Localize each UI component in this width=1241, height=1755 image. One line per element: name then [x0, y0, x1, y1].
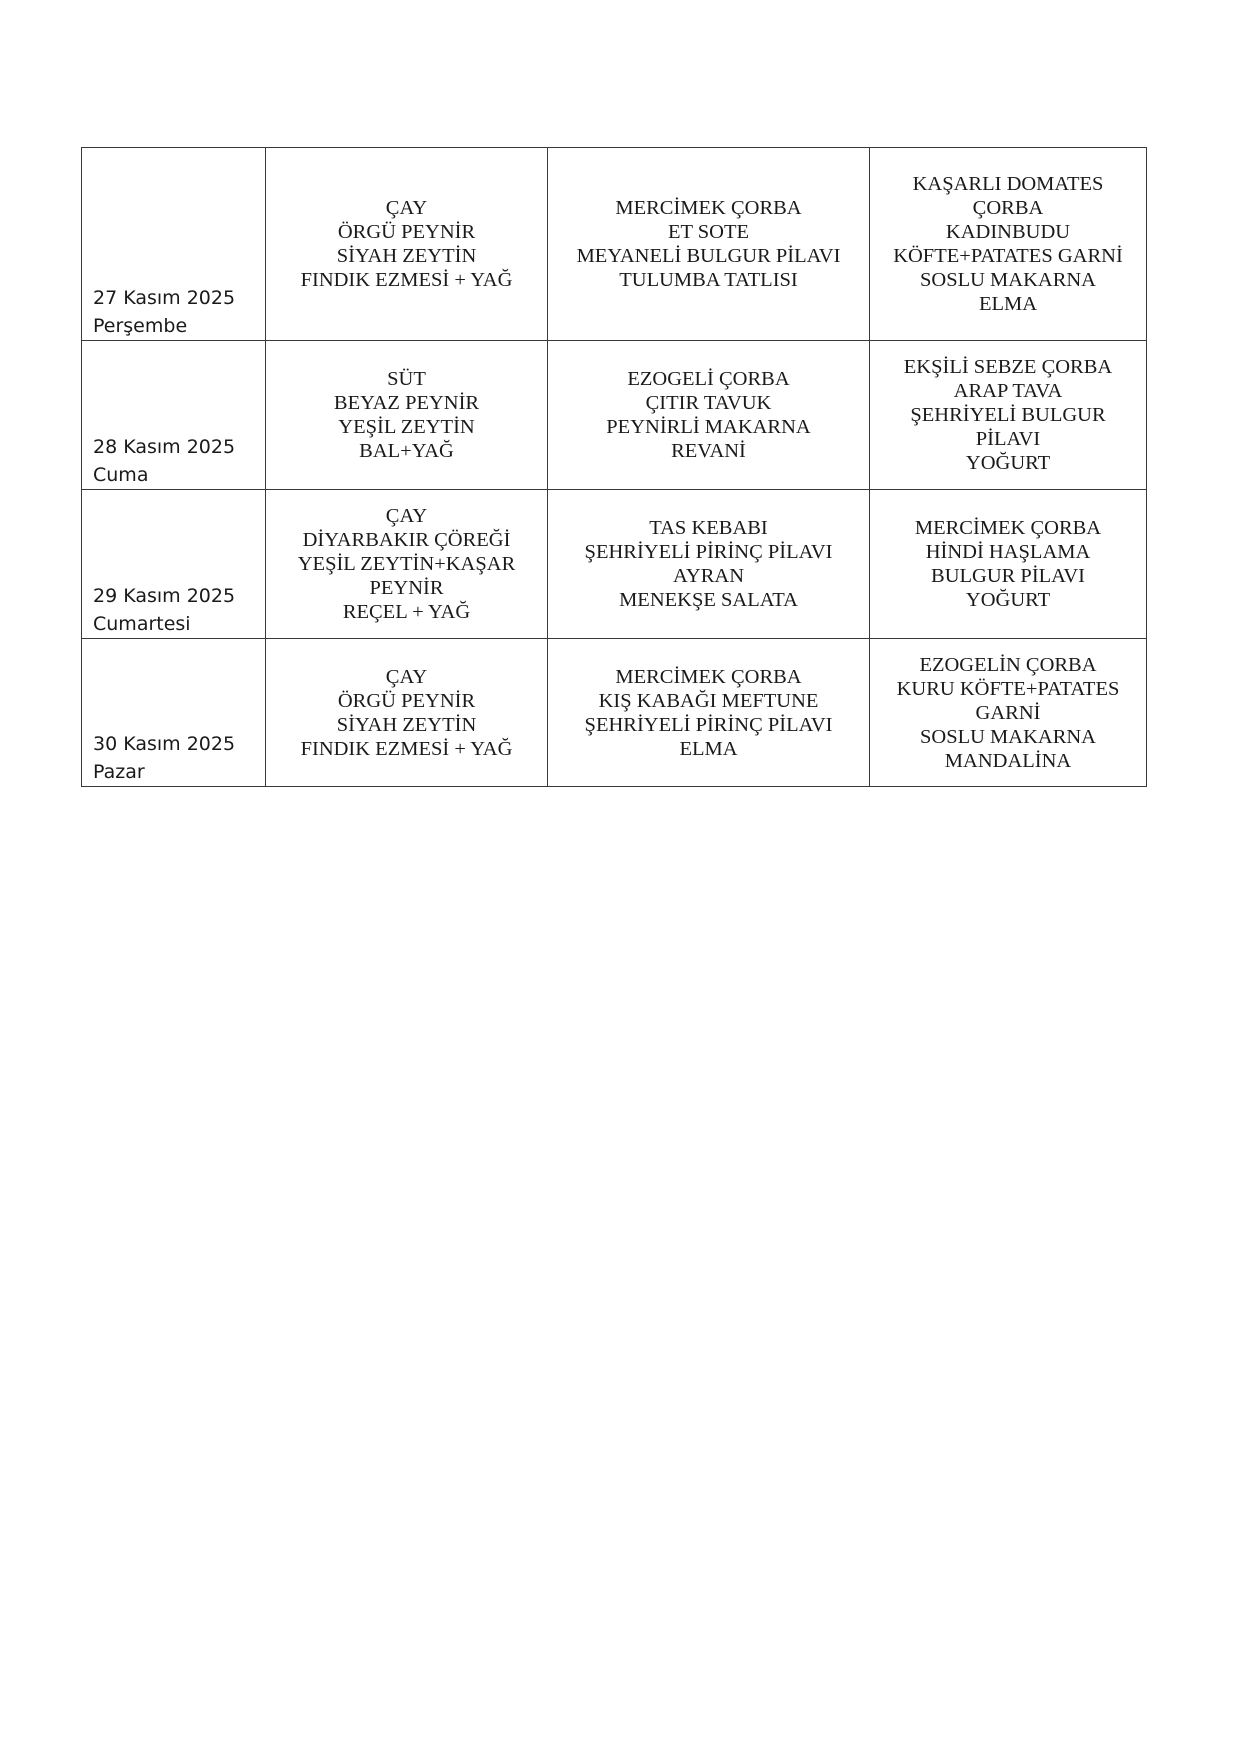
breakfast-item: SİYAH ZEYTİN: [336, 245, 477, 267]
lunch-item: ET SOTE: [667, 221, 750, 243]
menu-row: [82, 341, 1147, 490]
dinner-item: ŞEHRİYELİ BULGUR: [910, 404, 1106, 426]
breakfast-item: ÖRGÜ PEYNİR: [337, 689, 476, 712]
dinner-cell: [870, 490, 1147, 639]
date-cell: [82, 148, 266, 341]
breakfast-item: PEYNİR: [369, 577, 444, 599]
menu-day: Pazar: [93, 761, 145, 783]
lunch-item: MEYANELİ BULGUR PİLAVI: [576, 245, 841, 267]
date-cell: [82, 639, 266, 787]
breakfast-cell: [266, 341, 548, 490]
date-cell: [82, 341, 266, 490]
dinner-item: SOSLU MAKARNA: [920, 725, 1096, 748]
lunch-item: REVANİ: [671, 440, 746, 462]
breakfast-item: ÇAY: [385, 505, 428, 527]
breakfast-item: ÇAY: [385, 197, 428, 219]
breakfast-item: FINDIK EZMESİ + YAĞ: [300, 737, 513, 760]
dinner-item: HİNDİ HAŞLAMA: [925, 541, 1091, 563]
lunch-cell: [548, 341, 870, 490]
lunch-cell: [548, 148, 870, 341]
dinner-item: ELMA: [978, 293, 1038, 315]
dinner-item: EZOGELİN ÇORBA: [919, 653, 1097, 676]
breakfast-cell: [266, 148, 548, 341]
lunch-item: TULUMBA TATLISI: [619, 269, 798, 291]
breakfast-item: FINDIK EZMESİ + YAĞ: [300, 269, 513, 291]
menu-date: 27 Kasım 2025: [93, 287, 236, 309]
menu-row: [82, 148, 1147, 341]
dinner-item: KADINBUDU: [945, 221, 1071, 243]
dinner-item: EKŞİLİ SEBZE ÇORBA: [903, 356, 1113, 378]
breakfast-item: REÇEL + YAĞ: [342, 601, 471, 623]
lunch-item: PEYNİRLİ MAKARNA: [606, 416, 811, 438]
dinner-item: MANDALİNA: [944, 749, 1072, 772]
dinner-item: YOĞURT: [965, 452, 1051, 474]
lunch-item: KIŞ KABAĞI MEFTUNE: [598, 689, 819, 712]
lunch-item: ELMA: [679, 737, 738, 760]
menu-date: 30 Kasım 2025: [93, 733, 236, 755]
dinner-item: YOĞURT: [965, 589, 1051, 611]
lunch-item: TAS KEBABI: [649, 517, 768, 539]
breakfast-cell: [266, 639, 548, 787]
dinner-cell: [870, 148, 1147, 341]
dinner-item: BULGUR PİLAVI: [931, 565, 1085, 587]
date-cell: [82, 490, 266, 639]
dinner-item: GARNİ: [975, 701, 1041, 724]
breakfast-item: BAL+YAĞ: [359, 440, 454, 462]
breakfast-item: YEŞİL ZEYTİN: [338, 416, 475, 438]
dinner-item: ÇORBA: [972, 197, 1044, 219]
breakfast-cell: [266, 490, 548, 639]
dinner-item: ARAP TAVA: [953, 380, 1063, 402]
lunch-item: MERCİMEK ÇORBA: [615, 665, 802, 688]
lunch-item: MERCİMEK ÇORBA: [615, 197, 802, 219]
menu-day: Cuma: [93, 464, 149, 486]
dinner-item: MERCİMEK ÇORBA: [914, 517, 1102, 539]
menu-date: 28 Kasım 2025: [93, 436, 236, 458]
menu-date: 29 Kasım 2025: [93, 585, 236, 607]
lunch-item: EZOGELİ ÇORBA: [627, 368, 790, 390]
lunch-item: ÇITIR TAVUK: [645, 392, 772, 414]
breakfast-item: ÇAY: [385, 665, 428, 688]
dinner-item: KAŞARLI DOMATES: [912, 173, 1104, 195]
meal-menu-body: [82, 148, 1147, 787]
breakfast-item: BEYAZ PEYNİR: [333, 392, 480, 414]
lunch-item: AYRAN: [672, 565, 744, 587]
breakfast-item: ÖRGÜ PEYNİR: [337, 221, 476, 243]
breakfast-item: YEŞİL ZEYTİN+KAŞAR: [297, 553, 516, 575]
breakfast-item: DİYARBAKIR ÇÖREĞİ: [302, 529, 511, 551]
lunch-item: ŞEHRİYELİ PİRİNÇ PİLAVI: [584, 713, 833, 736]
lunch-cell: [548, 490, 870, 639]
menu-day: Cumartesi: [93, 613, 191, 635]
dinner-item: SOSLU MAKARNA: [920, 269, 1096, 291]
lunch-item: MENEKŞE SALATA: [619, 589, 798, 611]
dinner-item: KURU KÖFTE+PATATES: [896, 677, 1120, 700]
breakfast-item: SİYAH ZEYTİN: [336, 713, 477, 736]
lunch-cell: [548, 639, 870, 787]
menu-row: [82, 490, 1147, 639]
menu-day: Perşembe: [93, 315, 188, 337]
dinner-item: KÖFTE+PATATES GARNİ: [893, 245, 1123, 267]
dinner-item: PİLAVI: [975, 428, 1041, 450]
dinner-cell: [870, 639, 1147, 787]
meal-menu-table: [81, 147, 1147, 787]
menu-row: [82, 639, 1147, 787]
breakfast-item: SÜT: [387, 368, 426, 390]
lunch-item: ŞEHRİYELİ PİRİNÇ PİLAVI: [584, 541, 833, 563]
dinner-cell: [870, 341, 1147, 490]
